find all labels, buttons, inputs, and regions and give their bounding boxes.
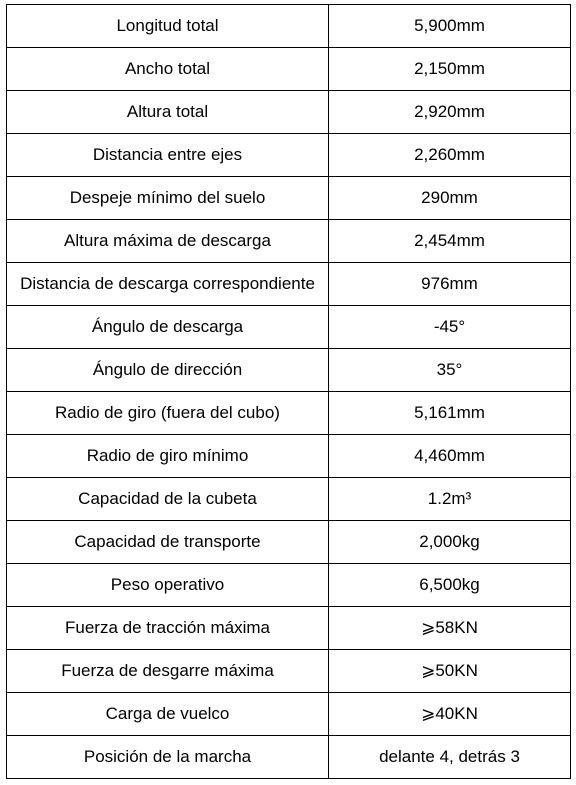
row-label: Posición de la marcha: [7, 736, 329, 779]
row-label: Fuerza de desgarre máxima: [7, 650, 329, 693]
table-row: [7, 435, 571, 478]
row-label: Longitud total: [7, 5, 329, 48]
row-label: Peso operativo: [7, 564, 329, 607]
row-value: ⩾58KN: [329, 607, 571, 650]
row-label: Distancia de descarga correspondiente: [7, 263, 329, 306]
table-row: [7, 693, 571, 736]
row-label: Radio de giro mínimo: [7, 435, 329, 478]
row-value: 5,900mm: [329, 5, 571, 48]
row-value: 35°: [329, 349, 571, 392]
row-value: 976mm: [329, 263, 571, 306]
spec-table: [6, 4, 571, 779]
table-row: [7, 564, 571, 607]
row-value: delante 4, detrás 3: [329, 736, 571, 779]
row-label: Capacidad de transporte: [7, 521, 329, 564]
row-label: Distancia entre ejes: [7, 134, 329, 177]
table-row: [7, 220, 571, 263]
table-row: [7, 263, 571, 306]
row-label: Despeje mínimo del suelo: [7, 177, 329, 220]
row-value: 2,150mm: [329, 48, 571, 91]
row-label: Ángulo de dirección: [7, 349, 329, 392]
row-value: ⩾40KN: [329, 693, 571, 736]
row-value: -45°: [329, 306, 571, 349]
row-label: Fuerza de tracción máxima: [7, 607, 329, 650]
row-value: 1.2m³: [329, 478, 571, 521]
row-label: Carga de vuelco: [7, 693, 329, 736]
table-row: [7, 134, 571, 177]
row-label: Capacidad de la cubeta: [7, 478, 329, 521]
row-label: Radio de giro (fuera del cubo): [7, 392, 329, 435]
table-row: [7, 392, 571, 435]
row-value: 2,454mm: [329, 220, 571, 263]
row-value: 2,920mm: [329, 91, 571, 134]
table-row: [7, 91, 571, 134]
row-value: 2,000kg: [329, 521, 571, 564]
row-label: Altura total: [7, 91, 329, 134]
row-value: 6,500kg: [329, 564, 571, 607]
spec-table-container: [6, 4, 571, 779]
table-row: [7, 349, 571, 392]
row-value: 2,260mm: [329, 134, 571, 177]
row-value: 4,460mm: [329, 435, 571, 478]
table-row: [7, 607, 571, 650]
row-value: 5,161mm: [329, 392, 571, 435]
table-row: [7, 5, 571, 48]
table-row: [7, 736, 571, 779]
table-row: [7, 478, 571, 521]
row-value: ⩾50KN: [329, 650, 571, 693]
table-row: [7, 306, 571, 349]
row-value: 290mm: [329, 177, 571, 220]
row-label: Ángulo de descarga: [7, 306, 329, 349]
table-row: [7, 521, 571, 564]
table-row: [7, 177, 571, 220]
row-label: Ancho total: [7, 48, 329, 91]
row-label: Altura máxima de descarga: [7, 220, 329, 263]
table-row: [7, 650, 571, 693]
table-row: [7, 48, 571, 91]
